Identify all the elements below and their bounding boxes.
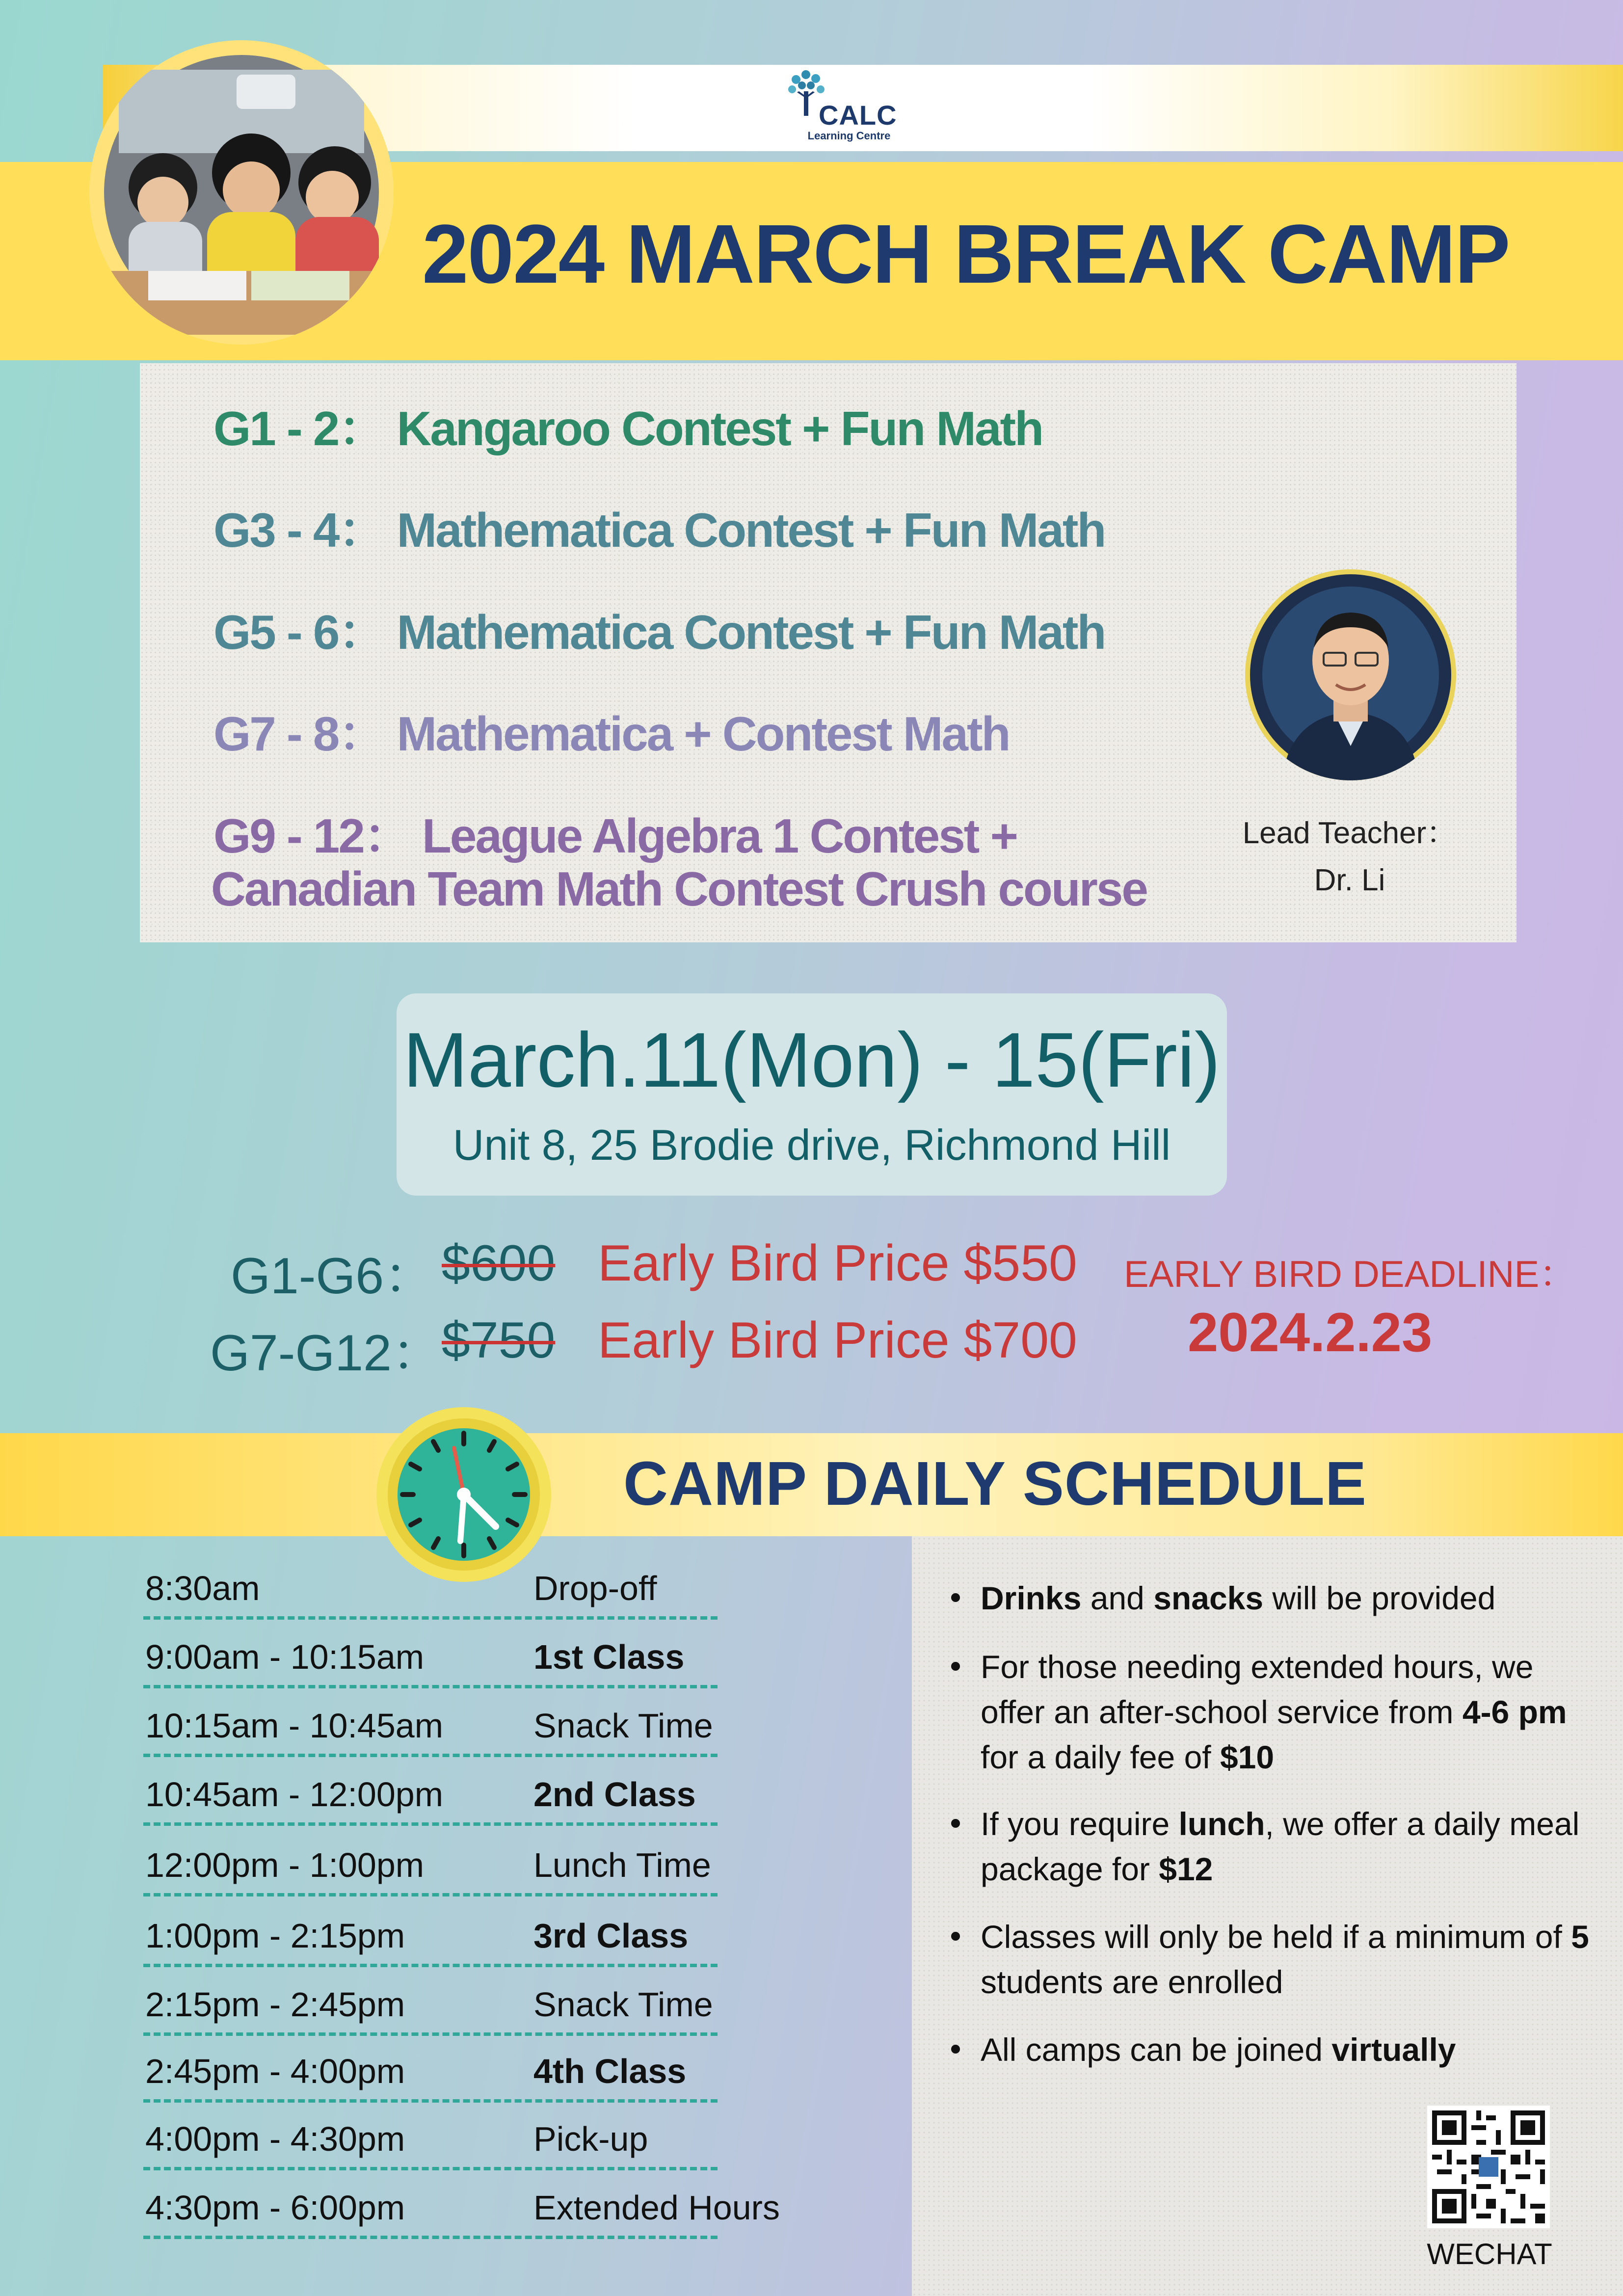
note-text: For those needing extended hours, we offer an after-school service from	[981, 1649, 1534, 1730]
schedule-time: 2:45pm - 4:00pm	[145, 2052, 405, 2090]
schedule-row	[143, 1624, 718, 1688]
row-divider	[143, 1754, 718, 1757]
note-text: will be provided	[1263, 1580, 1496, 1616]
note-bold: 5	[1571, 1919, 1589, 1955]
schedule-row	[143, 1555, 718, 1620]
row-divider	[143, 2099, 718, 2103]
row-divider	[143, 2032, 718, 2036]
note-text: for a daily fee of	[981, 1739, 1220, 1775]
schedule-row	[143, 1692, 718, 1757]
schedule-row	[143, 1832, 718, 1896]
deadline-label: EARLY BIRD DEADLINE：	[1124, 1254, 1577, 1295]
teacher-caption	[1202, 810, 1497, 904]
schedule-event: Snack Time	[533, 1985, 713, 2024]
logo-name: CALC	[819, 100, 897, 131]
schedule-time: 10:15am - 10:45am	[145, 1707, 444, 1745]
schedule-event: Pick-up	[533, 2120, 648, 2158]
course-g9-12-continued: Canadian Team Math Contest Crush course	[211, 862, 1147, 916]
schedule-row	[143, 1761, 718, 1826]
note-bold: lunch	[1178, 1806, 1265, 1842]
logo-subtitle: Learning Centre	[807, 130, 891, 142]
teacher-photo	[1245, 569, 1456, 780]
schedule-time: 10:45am - 12:00pm	[145, 1775, 444, 1814]
note-bold: Drinks	[981, 1580, 1082, 1616]
note-item	[981, 1575, 1604, 1621]
course-g7-8: G7 - 8： Mathematica + Contest Math	[213, 707, 1010, 761]
note-item	[981, 1801, 1604, 1892]
teacher-label: Lead Teacher：	[1242, 816, 1457, 850]
note-item	[981, 1914, 1604, 2004]
page-title: 2024 MARCH BREAK CAMP	[422, 208, 1510, 301]
note-bold: $10	[1220, 1739, 1275, 1775]
schedule-time: 2:15pm - 2:45pm	[145, 1985, 405, 2024]
note-item	[981, 1644, 1604, 1780]
schedule-event: Drop-off	[533, 1569, 657, 1607]
schedule-event: Snack Time	[533, 1707, 713, 1745]
students-photo-illustration	[89, 40, 394, 345]
schedule-time: 9:00am - 10:15am	[145, 1638, 425, 1676]
schedule-row	[143, 2038, 718, 2103]
note-text: If you require	[981, 1806, 1179, 1842]
schedule-row	[143, 2106, 718, 2170]
early-price-1: Early Bird Price $550	[598, 1235, 1077, 1292]
regular-price-1: $600	[442, 1235, 556, 1292]
note-text: All camps can be joined	[981, 2031, 1332, 2068]
schedule-row	[143, 2174, 780, 2239]
teacher-portrait-illustration	[1245, 569, 1456, 780]
schedule-time: 8:30am	[145, 1569, 260, 1607]
course-g3-4: G3 - 4： Mathematica Contest + Fun Math	[213, 503, 1105, 557]
schedule-row	[143, 1902, 718, 1967]
schedule-row	[143, 1971, 718, 2036]
note-text: , we offer a daily meal package for	[981, 1806, 1580, 1887]
course-g1-2: G1 - 2： Kangaroo Contest + Fun Math	[213, 401, 1043, 455]
note-text: students are enrolled	[981, 1964, 1283, 2000]
row-divider	[143, 1822, 718, 1826]
qr-label: WECHAT	[1427, 2238, 1552, 2270]
note-bold: virtually	[1331, 2031, 1456, 2068]
schedule-event: 3rd Class	[533, 1917, 689, 1955]
schedule-title: CAMP DAILY SCHEDULE	[623, 1449, 1367, 1518]
wechat-qr-code[interactable]	[1427, 2106, 1550, 2228]
logo	[775, 69, 903, 147]
row-divider	[143, 1893, 718, 1896]
row-divider	[143, 2167, 718, 2170]
row-divider	[143, 1964, 718, 1967]
course-g9-12: G9 - 12： League Algebra 1 Contest +	[213, 809, 1017, 863]
schedule-time: 4:30pm - 6:00pm	[145, 2189, 405, 2227]
students-photo	[89, 40, 394, 345]
price-grades-2: G7-G12：	[210, 1325, 443, 1382]
note-bold: $12	[1159, 1851, 1213, 1887]
row-divider	[143, 2236, 718, 2239]
camp-dates: March.11(Mon) - 15(Fri)	[403, 1017, 1221, 1103]
schedule-time: 4:00pm - 4:30pm	[145, 2120, 405, 2158]
regular-price-2: $750	[442, 1312, 556, 1369]
note-bold: snacks	[1153, 1580, 1264, 1616]
deadline-date: 2024.2.23	[1188, 1302, 1433, 1363]
schedule-event: 1st Class	[533, 1638, 685, 1676]
teacher-name: Dr. Li	[1314, 863, 1385, 897]
row-divider	[143, 1685, 718, 1688]
note-bold: 4-6 pm	[1462, 1694, 1567, 1730]
note-text: Classes will only be held if a minimum of	[981, 1919, 1571, 1955]
schedule-time: 12:00pm - 1:00pm	[145, 1846, 425, 1884]
schedule-event: Extended Hours	[533, 2189, 780, 2227]
price-grades-1: G1-G6：	[231, 1248, 435, 1305]
note-text: and	[1081, 1580, 1154, 1616]
camp-address: Unit 8, 25 Brodie drive, Richmond Hill	[452, 1121, 1171, 1169]
note-item	[981, 2027, 1604, 2072]
schedule-time: 1:00pm - 2:15pm	[145, 1917, 405, 1955]
early-price-2: Early Bird Price $700	[598, 1312, 1077, 1369]
schedule-event: 2nd Class	[533, 1775, 696, 1814]
row-divider	[143, 1616, 718, 1620]
schedule-event: Lunch Time	[533, 1846, 711, 1884]
course-g5-6: G5 - 6： Mathematica Contest + Fun Math	[213, 605, 1105, 659]
schedule-event: 4th Class	[533, 2052, 687, 2090]
